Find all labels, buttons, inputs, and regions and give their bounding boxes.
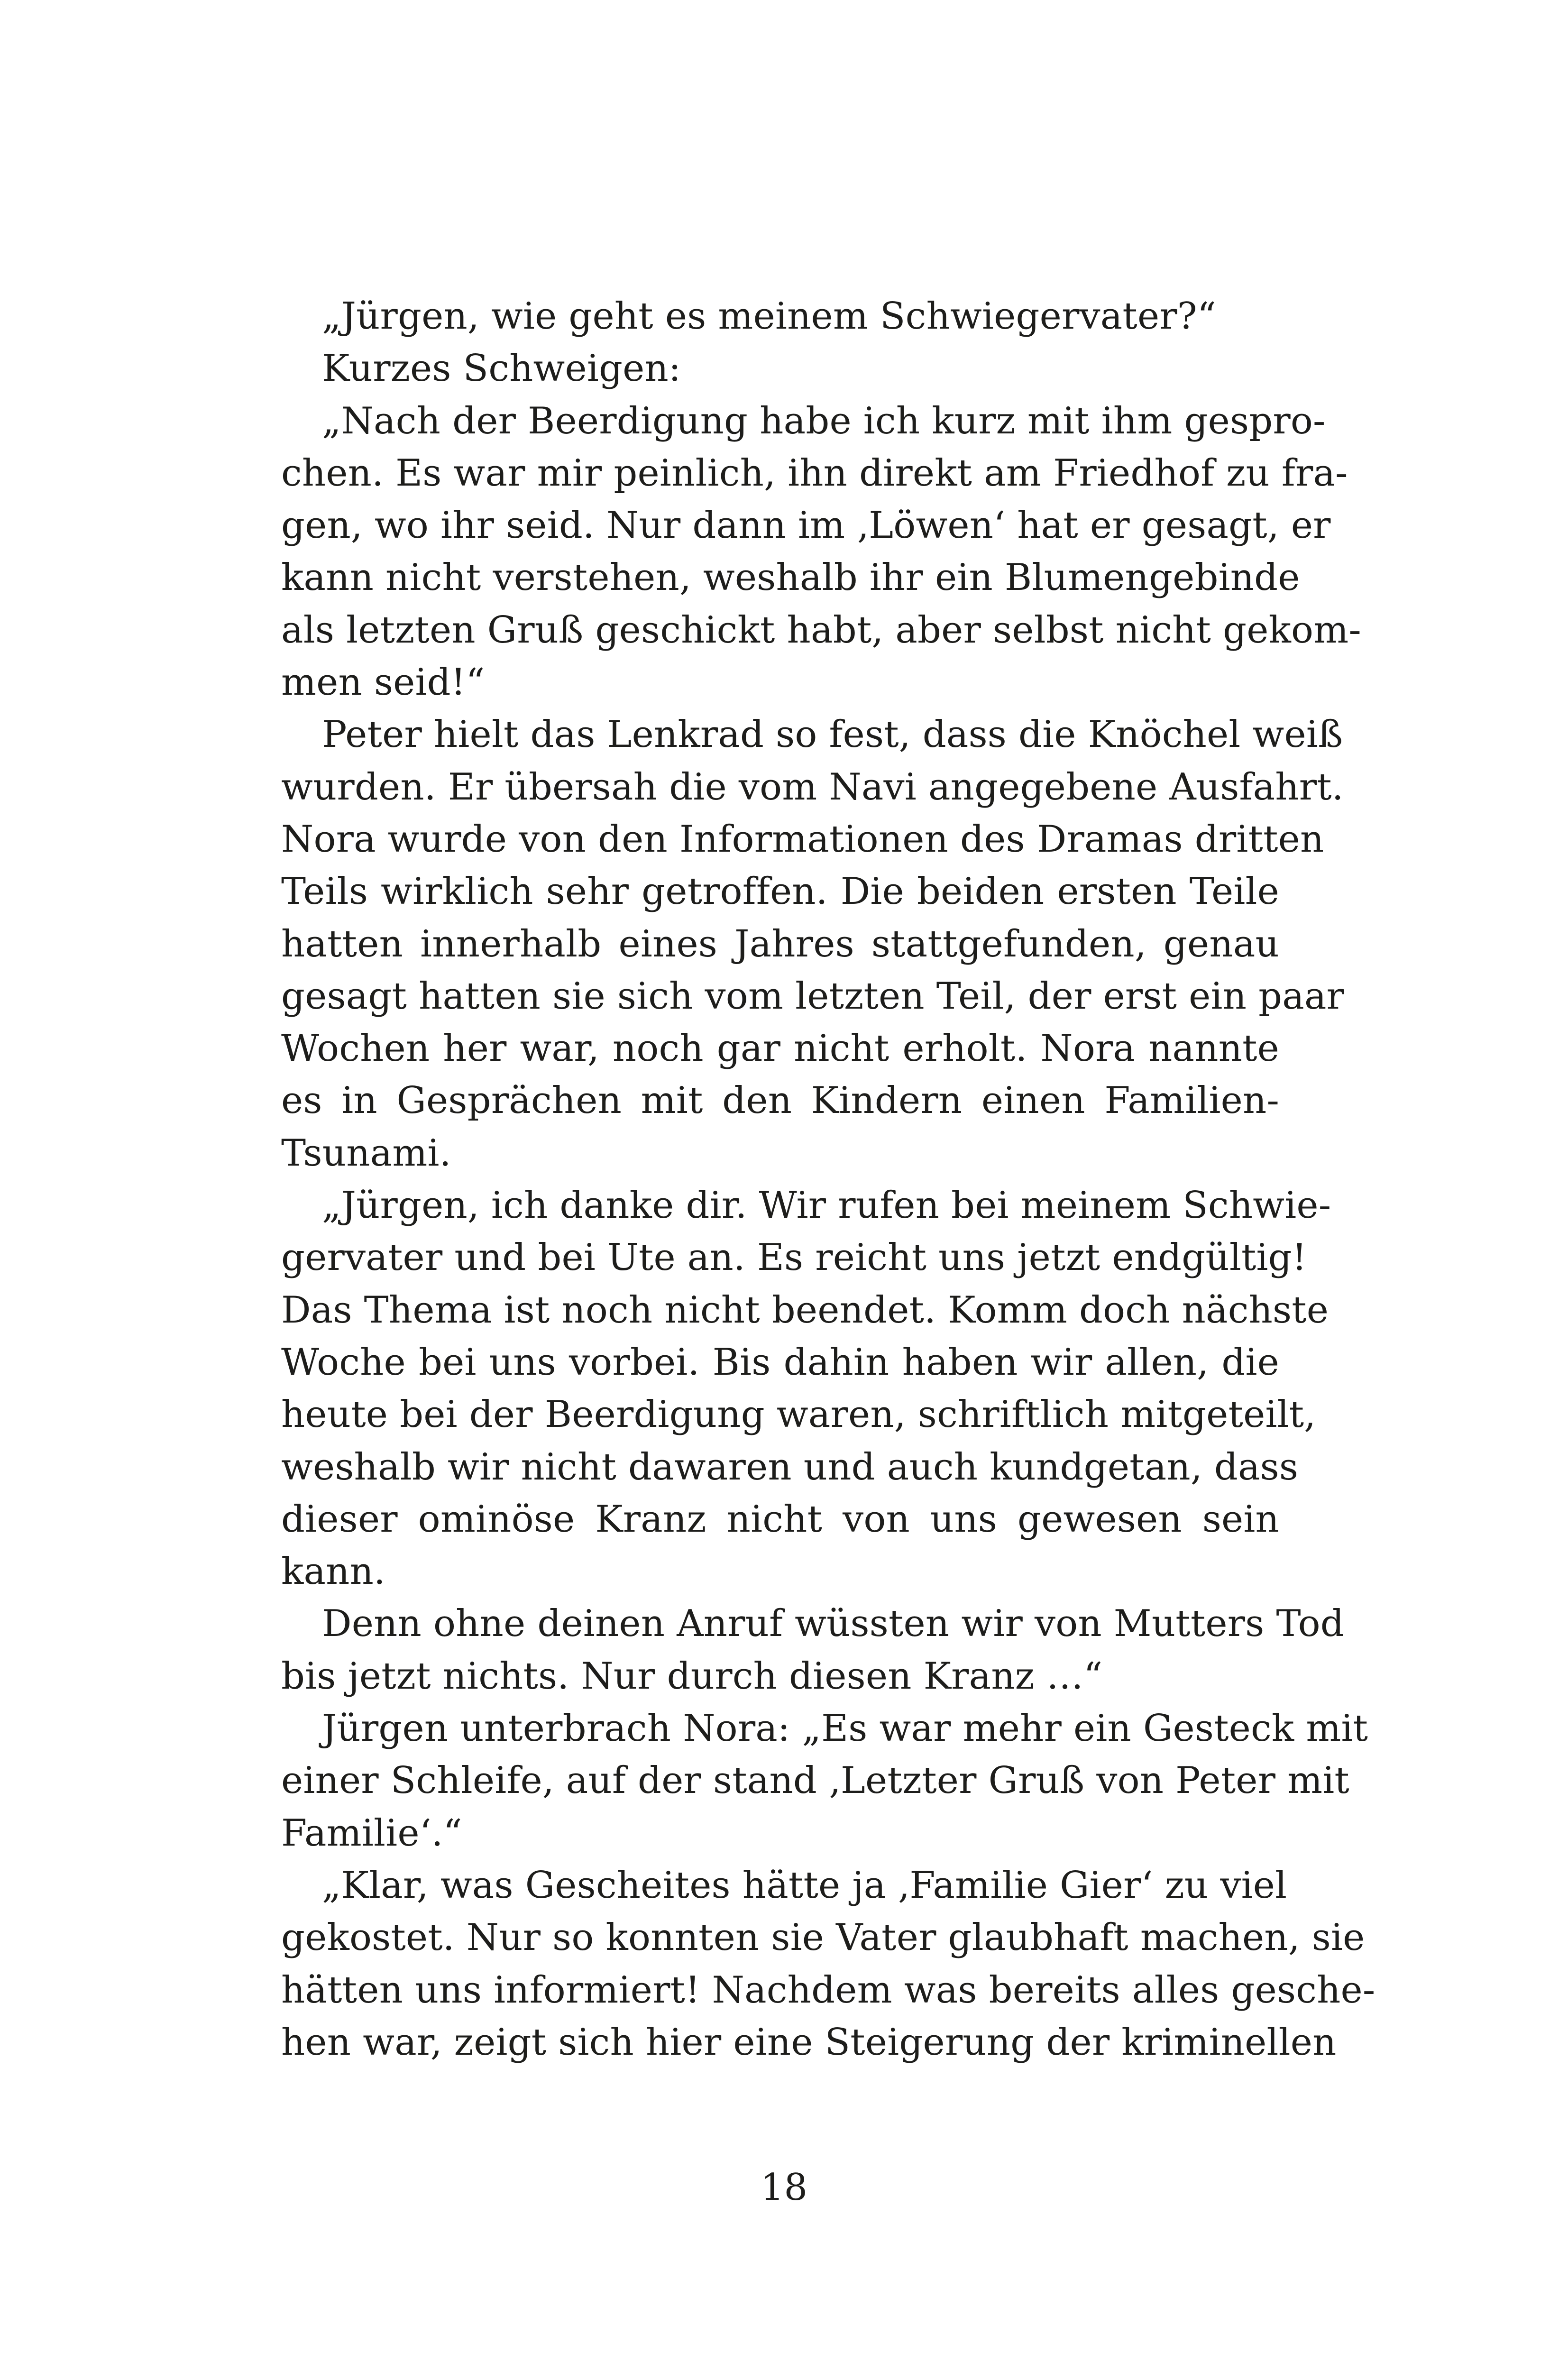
text-line: Wochen her war, noch gar nicht erholt. Nora nannte [281,1027,1279,1070]
text-line: hatten innerhalb eines Jahres stattgefunden, genau [281,922,1279,965]
text-line: gervater und bei Ute an. Es reicht uns jetzt endgültig! [281,1236,1307,1279]
text-line: als letzten Gruß geschickt habt, aber selbst nicht gekom- [281,608,1361,652]
page-number: 18 [760,2166,808,2209]
text-line: kann. [281,1550,386,1593]
text-line: bis jetzt nichts. Nur durch diesen Kranz …“ [281,1654,1103,1698]
text-line: weshalb wir nicht dawaren und auch kundgetan, dass [281,1445,1299,1489]
text-line: es in Gesprächen mit den Kindern einen Familien- [281,1079,1279,1122]
text-line: „Jürgen, ich danke dir. Wir rufen bei meinem Schwie- [322,1184,1331,1227]
text-line: dieser ominöse Kranz nicht von uns gewesen sein [281,1498,1279,1541]
text-line: men seid!“ [281,661,485,704]
text-line: Kurzes Schweigen: [322,347,681,390]
text-line: kann nicht verstehen, weshalb ihr ein Blumengebinde [281,556,1300,599]
text-line: chen. Es war mir peinlich, ihn direkt am Friedhof zu fra- [281,451,1348,495]
text-line: gesagt hatten sie sich vom letzten Teil, der erst ein paar [281,974,1345,1018]
text-line: Teils wirklich sehr getroffen. Die beiden ersten Teile [281,870,1279,913]
text-line: Nora wurde von den Informationen des Dramas dritten [281,818,1324,861]
text-line: Jürgen unterbrach Nora: „Es war mehr ein Gesteck mit [322,1707,1368,1750]
text-line: gekostet. Nur so konnten sie Vater glaubhaft machen, sie [281,1916,1365,1959]
text-line: Familie‘.“ [281,1811,462,1855]
text-line: wurden. Er übersah die vom Navi angegebene Ausfahrt. [281,765,1344,809]
text-line: heute bei der Beerdigung waren, schriftlich mitgeteilt, [281,1393,1316,1436]
text-line: „Jürgen, wie geht es meinem Schwiegervater?“ [322,295,1216,338]
text-line: Denn ohne deinen Anruf wüssten wir von Mutters Tod [322,1602,1344,1645]
body-text [281,290,1375,2068]
text-line: gen, wo ihr seid. Nur dann im ‚Löwen‘ hat er gesagt, er [281,504,1331,547]
text-line: hätten uns informiert! Nachdem was bereits alles gesche- [281,1968,1375,2012]
text-line: Tsunami. [281,1131,451,1175]
text-line: Das Thema ist noch nicht beendet. Komm doch nächste [281,1288,1329,1332]
text-line: „Klar, was Gescheites hätte ja ‚Familie Gier‘ zu viel [322,1864,1287,1907]
text-line: Peter hielt das Lenkrad so fest, dass die Knöchel weiß [322,713,1343,756]
text-line: „Nach der Beerdigung habe ich kurz mit ihm gespro- [322,399,1326,442]
text-line: hen war, zeigt sich hier eine Steigerung der kriminellen [281,2021,1337,2064]
text-line: einer Schleife, auf der stand ‚Letzter Gruß von Peter mit [281,1759,1349,1802]
text-line: Woche bei uns vorbei. Bis dahin haben wir allen, die [281,1341,1279,1384]
